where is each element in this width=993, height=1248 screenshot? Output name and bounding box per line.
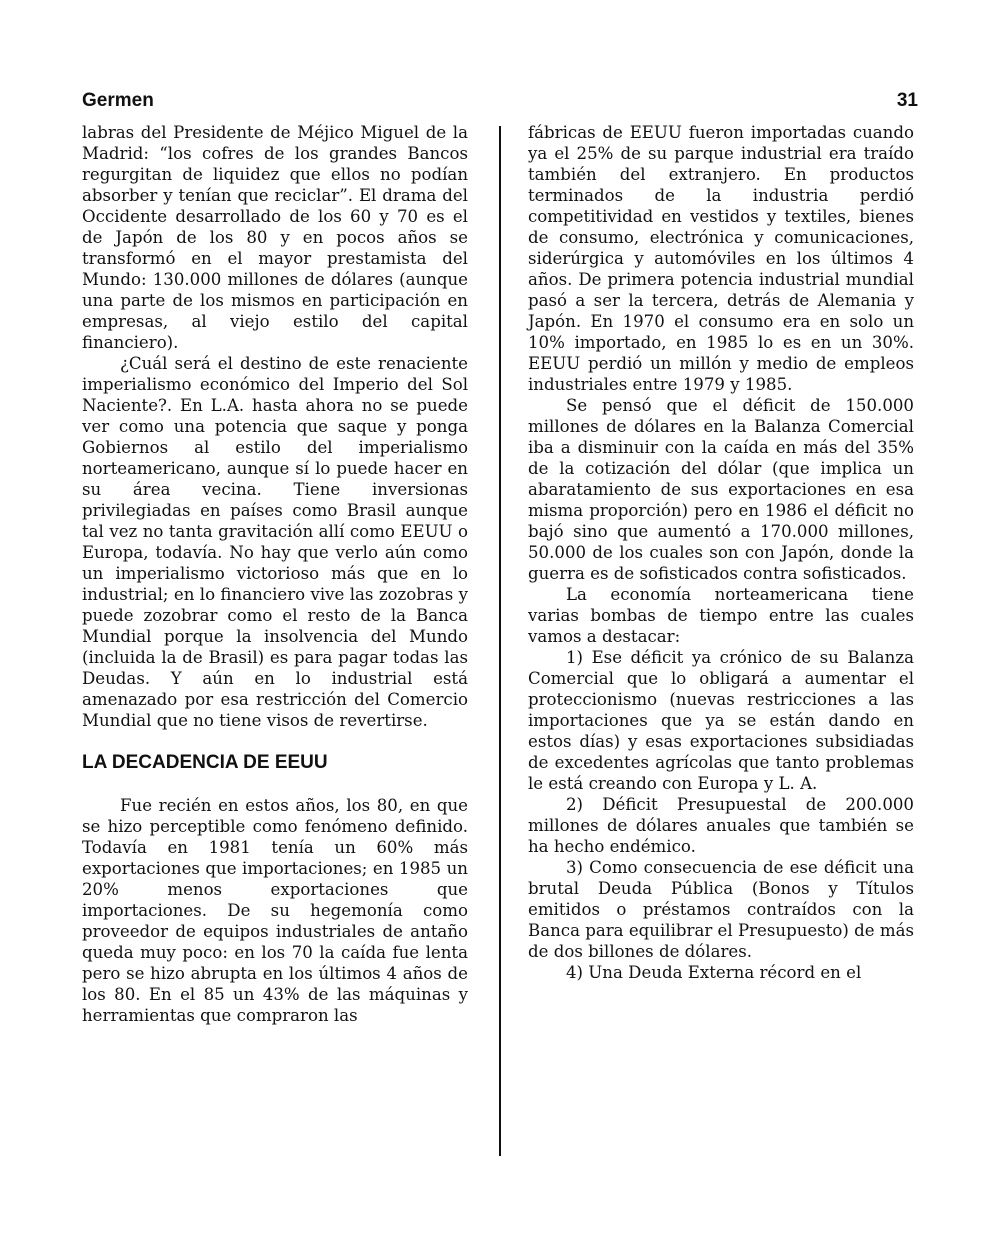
body-paragraph: ¿Cuál será el destino de este renaciente imperialismo económico del Imperio del Sol Naciente?. En L.A. hasta ahora no se puede ver como una potencia que saque y ponga Gobiernos al estilo del imperialismo norteamericano, aunque sí lo puede hacer en su área vecina. Tiene inversionas privilegiadas en países como Brasil aunque tal vez no tanta gravitación allí como EEUU o Europa, todavía. No hay que verlo aún como un imperialismo victorioso más que en lo industrial; en lo financiero vive las zozobras y puede zozobrar como el resto de la Banca Mundial porque la insolvencia del Mundo (incluida la de Brasil) es para pagar todas las Deudas. Y aún en lo industrial está amenazado por esa restricción del Comercio Mundial que no tiene visos de revertirse. xyxy=(82,354,468,730)
journal-title: Germen xyxy=(82,90,154,111)
list-item: 1) Ese déficit ya crónico de su Balanza Comercial que lo obligará a aumentar el proteccionismo (nuevas restricciones a las importaciones que ya se están dando en estos días) y esas exportaciones subsidiadas de excedentes agrícolas que tanto problemas le está creando con Europa y L. A. xyxy=(528,648,914,793)
body-paragraph: fábricas de EEUU fueron importadas cuando ya el 25% de su parque industrial era traído también del extranjero. En productos terminados de la industria perdió competitividad en vestidos y textiles, bienes de consumo, electrónica y comunicaciones, siderúrgica y automóviles en los últimos 4 años. De primera potencia industrial mundial pasó a ser la tercera, detrás de Alemania y Japón. En 1970 el consumo era en solo un 10% importado, en 1985 lo es en un 30%. EEUU perdió un millón y medio de empleos industriales entre 1979 y 1985. xyxy=(528,123,914,394)
body-paragraph: Fue recién en estos años, los 80, en que se hizo perceptible como fenómeno definido. Todavía en 1981 tenía un 60% más exportaciones que importaciones; en 1985 un 20% menos exportaciones que importaciones. De su hegemonía como proveedor de equipos industriales de antaño queda muy poco: en los 70 la caída fue lenta pero se hizo abrupta en los últimos 4 años de los 80. En el 85 un 43% de las máquinas y herramientas que compraron las xyxy=(82,796,468,1025)
list-item: 2) Déficit Presupuestal de 200.000 millones de dólares anuales que también se ha hecho endémico. xyxy=(528,795,914,856)
list-item: 4) Una Deuda Externa récord en el xyxy=(566,963,862,982)
section-heading: LA DECADENCIA DE EEUU xyxy=(82,752,328,773)
right-column xyxy=(528,122,914,983)
left-column xyxy=(82,122,468,1026)
body-paragraph: labras del Presidente de Méjico Miguel de la Madrid: “los cofres de los grandes Bancos regurgitan de liquidez que ellos no podían absorber y tenían que reciclar”. El drama del Occidente desarrollado de los 60 y 70 es el de Japón de los 80 y en pocos años se transformó en el mayor prestamista del Mundo: 130.000 millones de dólares (aunque una parte de los mismos en participación en empresas, al viejo estilo del capital financiero). xyxy=(82,123,468,352)
body-paragraph: Se pensó que el déficit de 150.000 millones de dólares en la Balanza Comercial iba a disminuir con la caída en más del 35% de la cotización del dólar (que implica un abaratamiento de sus exportaciones en esa misma proporción) pero en 1986 el déficit no bajó sino que aumentó a 170.000 millones, 50.000 de los cuales son con Japón, donde la guerra es de sofisticados contra sofisticados. xyxy=(528,396,914,583)
running-head xyxy=(82,90,918,116)
list-item: 3) Como consecuencia de ese déficit una brutal Deuda Pública (Bonos y Títulos emitidos o préstamos contraídos con la Banca para equilibrar el Presupuesto) de más de dos billones de dólares. xyxy=(528,858,914,961)
column-divider xyxy=(499,126,501,1156)
body-paragraph: La economía norteamericana tiene varias bombas de tiempo entre las cuales vamos a destacar: xyxy=(528,585,914,646)
page-number: 31 xyxy=(896,90,918,111)
